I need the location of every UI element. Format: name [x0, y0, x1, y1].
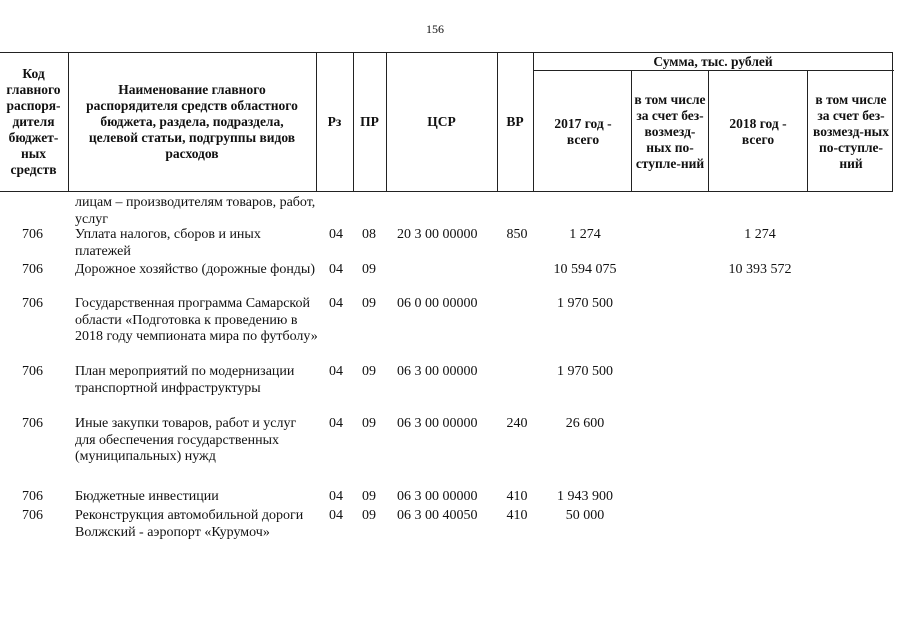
- row-code: 706: [22, 227, 43, 242]
- row-name: лицам – производителям товаров, работ, услуг: [75, 195, 316, 227]
- row-csr: 06 0 00 00000: [397, 296, 478, 311]
- row-pr: 09: [362, 364, 376, 379]
- row-rz: 04: [329, 508, 343, 523]
- row-csr: 06 3 00 00000: [397, 416, 478, 431]
- row-2017: 50 000: [565, 508, 605, 523]
- header-2017-total: 2017 год - всего: [554, 116, 612, 147]
- row-name: План мероприятий по модернизации транспортной инфраструктуры: [75, 364, 295, 396]
- row-vr: 410: [506, 489, 528, 504]
- row-2018: 1 274: [744, 227, 776, 242]
- row-2017: 1 274: [569, 227, 601, 242]
- row-2017: 1 970 500: [557, 364, 613, 379]
- page-number: 156: [426, 22, 444, 36]
- row-name: Реконструкция автомобильной дороги Волжский - аэропорт «Курумоч»: [75, 508, 304, 540]
- row-csr: 06 3 00 00000: [397, 489, 478, 504]
- row-2017: 1 943 900: [557, 489, 613, 504]
- header-2018-total: 2018 год - всего: [729, 116, 787, 147]
- header-code: Код главного распоря-дителя бюджет-ных средств: [6, 66, 61, 177]
- row-pr: 09: [362, 262, 376, 277]
- row-code: 706: [22, 489, 43, 504]
- row-2018: 10 393 572: [728, 262, 792, 277]
- header-vr: ВР: [506, 114, 524, 129]
- row-csr: 06 3 00 00000: [397, 364, 478, 379]
- row-name: Бюджетные инвестиции: [75, 489, 219, 504]
- row-rz: 04: [329, 489, 343, 504]
- row-name: Государственная программа Самарской области «Подготовка к проведению в 2018 году чемпионата мира по футболу»: [75, 296, 318, 344]
- header-sum-group: Сумма, тыс. рублей: [653, 53, 773, 69]
- row-rz: 04: [329, 227, 343, 242]
- row-code: 706: [22, 416, 43, 431]
- row-pr: 09: [362, 416, 376, 431]
- row-pr: 09: [362, 489, 376, 504]
- header-2018-free: в том числе за счет без-возмезд-ных по-ступле-ний: [813, 92, 889, 171]
- row-csr: 06 3 00 40050: [397, 508, 478, 523]
- row-pr: 09: [362, 296, 376, 311]
- row-rz: 04: [329, 296, 343, 311]
- row-rz: 04: [329, 262, 343, 277]
- row-csr: 20 3 00 00000: [397, 227, 478, 242]
- row-vr: 410: [506, 508, 528, 523]
- row-rz: 04: [329, 364, 343, 379]
- table-header: [0, 52, 893, 192]
- row-2017: 26 600: [565, 416, 605, 431]
- row-2017: 10 594 075: [553, 262, 617, 277]
- row-code: 706: [22, 508, 43, 523]
- row-code: 706: [22, 262, 43, 277]
- header-pr: ПР: [360, 114, 379, 129]
- header-name: Наименование главного распорядителя средств областного бюджета, раздела, подраздела, целевой статьи, подгруппы видов расходов: [86, 82, 298, 161]
- row-name: Иные закупки товаров, работ и услуг для обеспечения государственных (муниципальных) нужд: [75, 416, 297, 464]
- row-code: 706: [22, 296, 43, 311]
- row-pr: 09: [362, 508, 376, 523]
- row-name: Уплата налогов, сборов и иных платежей: [75, 227, 261, 259]
- header-2017-free: в том числе за счет без-возмезд-ных по-ступле-ний: [634, 92, 706, 171]
- row-rz: 04: [329, 416, 343, 431]
- row-pr: 08: [362, 227, 376, 242]
- row-2017: 1 970 500: [557, 296, 613, 311]
- row-vr: 240: [506, 416, 528, 431]
- row-name: Дорожное хозяйство (дорожные фонды): [75, 262, 316, 277]
- row-vr: 850: [506, 227, 528, 242]
- row-code: 706: [22, 364, 43, 379]
- header-rz: Рз: [327, 114, 342, 129]
- header-csr: ЦСР: [427, 114, 456, 129]
